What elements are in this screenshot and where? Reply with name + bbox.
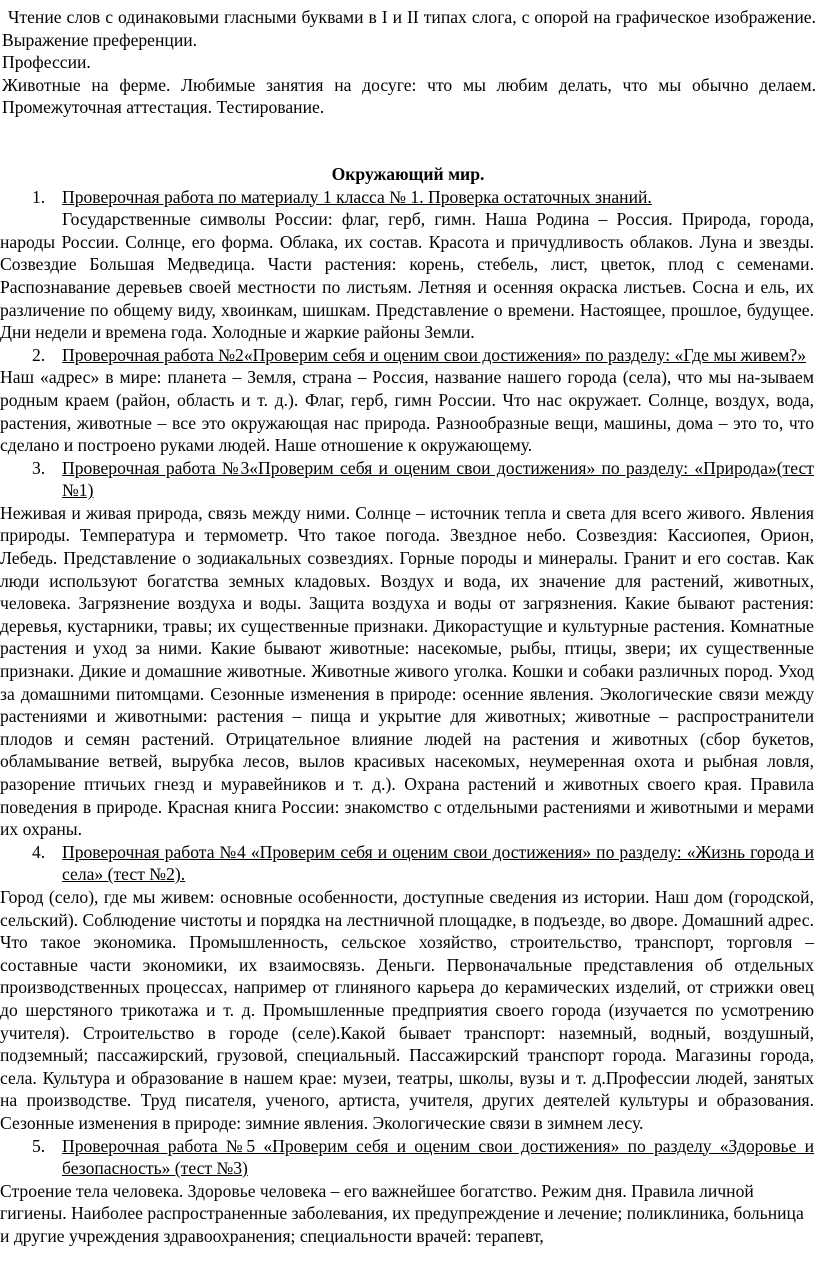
- item-body: Наш «адрес» в мире: планета – Земля, страна – Россия, название нашего города (села), что мы на-зываем родным краем (район, область и т. д.). Флаг, герб, гимн России. Что нас окружает. Солнце, воздух, вода, растения, животные – все это окружающая нас природа. Разнообразные вещи, машины, дома – это то, что сделано и построено руками людей. Наше отношение к окружающему.: [0, 367, 814, 456]
- list-item: [0, 1135, 816, 1180]
- intro-paragraph-3: Животные на ферме. Любимые занятия на досуге: что мы любим делать, что мы обычно делаем. Промежуточная аттестация. Тестирование.: [2, 74, 816, 118]
- item-body: Город (село), где мы живем: основные особенности, доступные сведения из истории. Наш дом (городской, сельский). Соблюдение чистоты и порядка на лестничной площадке, в подъезде, во дворе. Домашний адрес. Что такое экономика. Промышленность, сельское хозяйство, строительство, транспорт, торговля – составные части экономики, их взаимосвязь. Деньги. Первоначальные представления об отдельных производственных процессах, например от глиняного карьера до керамических изделий, от стрижки овец до шерстяного трикотажа и т. д. Промышленные предприятия своего города (изучается по усмотрению учителя). Строительство в городе (селе).Какой бывает транспорт: наземный, водный, воздушный, подземный; пассажирский, грузовой, специальный. Пассажирский транспорт города. Магазины города, села. Культура и образование в нашем крае: музеи, театры, школы, вузы и т. д.Профессии людей, занятых на производстве. Труд писателя, ученого, артиста, учителя, других деятелей культуры и образования. Сезонные изменения в природе: зимние явления. Экологические связи в зимнем лесу.: [0, 886, 814, 1133]
- item-number: 5.: [32, 1135, 46, 1156]
- item-body: Неживая и живая природа, связь между ними. Солнце – источник тепла и света для всего живого. Явления природы. Температура и термометр. Что такое погода. Звездное небо. Созвездия: Кассиопея, Орион, Лебедь. Представление о зодиакальных созвездиях. Горные породы и минералы. Гранит и его состав. Как люди используют богатства земных кладовых. Воздух и вода, их значение для растений, животных, человека. Загрязнение воздуха и воды. Защита воздуха и воды от загрязнения. Какие бывают растения: деревья, кустарники, травы; их существенные признаки. Дикорастущие и культурные растения. Комнатные растения и уход за ними. Какие бывают животные: насекомые, рыбы, птицы, звери; их существенные признаки. Дикие и домашние животные. Животные живого уголка. Кошки и собаки различных пород. Уход за домашними питомцами. Сезонные изменения в природе: осенние явления. Экологические связи между растениями и животными: растения – пища и укрытие для животных; животные – распространители плодов и семян растений. Отрицательное влияние людей на растения и животных (сбор букетов, обламывание ветвей, вырубка лесов, вылов красивых насекомых, неумеренная охота и рыбная ловля, разорение птичьих гнезд и муравейников и т. д.). Охрана растений и животных своего края. Правила поведения в природе. Красная книга России: знакомство с отдельными растениями и животными и мерами их охраны.: [0, 502, 814, 840]
- item-heading: Проверочная работа №5 «Проверим себя и оценим свои достижения» по разделу «Здоровье и безопасность» (тест №3): [62, 1135, 814, 1179]
- item-heading: Проверочная работа №2«Проверим себя и оценим свои достижения» по разделу: «Где мы живем?»: [62, 344, 806, 365]
- list-item: [0, 457, 816, 502]
- intro-paragraph-2: Профессии.: [2, 52, 91, 73]
- intro-paragraph-1: Чтение слов с одинаковыми гласными буквами в I и II типах слога, с опорой на графическое изображение. Выражение преференции.: [2, 7, 816, 50]
- list-item: [0, 186, 816, 209]
- item-number: 3.: [32, 457, 46, 478]
- item-heading: Проверочная работа №4 «Проверим себя и оценим свои достижения» по разделу: «Жизнь города и села» (тест №2).: [62, 841, 814, 885]
- section-title: Окружающий мир.: [331, 163, 485, 184]
- item-heading: Проверочная работа №3«Проверим себя и оценим свои достижения» по разделу: «Природа»(тест №1): [62, 457, 814, 501]
- item-body: Государственные символы России: флаг, герб, гимн. Наша Родина – Россия. Природа, города, народы России. Солнце, его форма. Облака, их состав. Красота и причудливость облаков. Луна и звезды. Созвездие Большая Медведица. Части растения: корень, стебель, лист, цветок, плод с семенами. Распознавание деревьев своей местности по листьям. Летняя и осенняя окраска листьев. Сосна и ель, их различение по общему виду, хвоинкам, шишкам. Представление о времени. Настоящее, прошлое, будущее. Дни недели и времена года. Холодные и жаркие районы Земли.: [0, 209, 814, 343]
- intro-block: [0, 6, 816, 119]
- item-number: 4.: [32, 841, 46, 862]
- item-body: Строение тела человека. Здоровье человека – его важнейшее богатство. Режим дня. Правила личной гигиены. Наиболее распространенные заболевания, их предупреждение и лечение; поликлиника, больница и другие учреждения здравоохранения; специальности врачей: терапевт,: [0, 1180, 804, 1246]
- list-item: [0, 344, 816, 367]
- item-number: 1.: [32, 186, 46, 207]
- item-heading: Проверочная работа по материалу 1 класса № 1. Проверка остаточных знаний.: [62, 186, 652, 207]
- item-number: 2.: [32, 344, 46, 365]
- list-item: [0, 841, 816, 886]
